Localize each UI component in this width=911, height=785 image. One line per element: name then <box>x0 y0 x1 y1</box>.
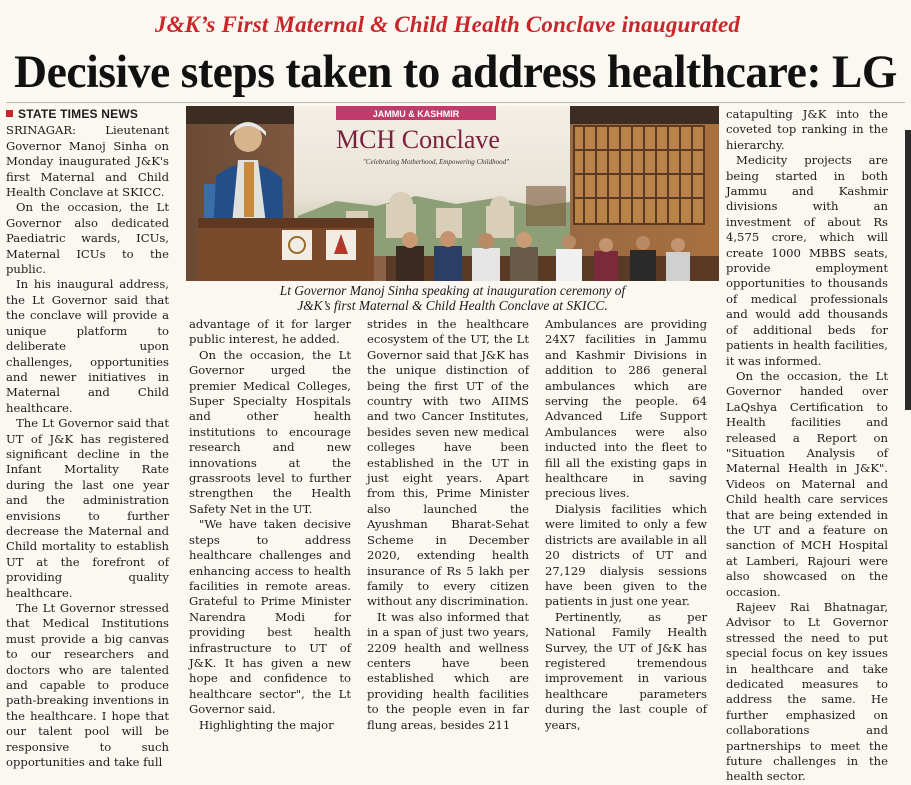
paragraph: The Lt Governor said that UT of J&K has registered significant decline in the Infant Mortality Rate during the last one year and the administration envisions to further decrease the Maternal and Child mortality to establish UT at the forefront of providing quality healthcare. <box>6 416 169 600</box>
column-1 <box>6 107 169 770</box>
paragraph: Medicity projects are being started in both Jammu and Kashmir divisions with an investment of about Rs 4,575 crore, which will create 1000 MBBS seats, provide employment opportunities to thousands of medical professionals and would add thousands of additional beds for patients in health facilities, it was informed. <box>726 153 888 368</box>
banner-tagline-text: "Celebrating Motherhood, Empowering Childhood" <box>362 158 510 166</box>
paragraph: Dialysis facilities which were limited to only a few districts are available in all 20 districts of UT and 27,129 dialysis sessions have been given to the patients in just one year. <box>545 501 707 609</box>
paragraph: Ambulances are providing 24X7 facilities in Jammu and Kashmir Divisions in addition to 286 general ambulances which are serving the people. 64 Advanced Life Support Ambulances were also inducted into the fleet to fill all the existing gaps in healthcare in saving precious lives. <box>545 317 707 501</box>
paragraph: The Lt Governor stressed that Medical Institutions must provide a big canvas to our researchers and doctors who are talented and capable to produce path-breaking inventions in the healthcare. I hope that our talent pool will be responsive to such opportunities and take full <box>6 601 169 770</box>
photo-caption <box>186 283 719 313</box>
column-4 <box>545 317 707 733</box>
main-headline: Decisive steps taken to address healthcare: LG <box>14 46 897 98</box>
column-3 <box>367 317 529 733</box>
paragraph: Rajeev Rai Bhatnagar, Advisor to Lt Governor stressed the need to put special focus on key issues in healthcare and take dedicated measures to address the same. He further emphasized on collaborations and partnerships to meet the future challenges in the health sector. <box>726 600 888 784</box>
paragraph: catapulting J&K into the coveted top ranking in the hierarchy. <box>726 107 888 152</box>
byline-text: STATE TIMES NEWS <box>18 107 139 121</box>
paragraph: On the occasion, the Lt Governor urged the premier Medical Colleges, Super Specialty Hospitals and other health institutions to encourage research and new innovations at the grassroots level to further strengthen the Health Safety Net in the UT. <box>189 347 351 516</box>
banner-top-text: JAMMU & KASHMIR <box>372 109 460 119</box>
paragraph: It was also informed that in a span of just two years, 2209 health and wellness centers have been established which are providing health facilities to the people even in far flung areas, besides 211 <box>367 609 529 732</box>
photo-illustration <box>186 106 719 281</box>
paragraph: On the occasion, the Lt Governor also dedicated Paediatric wards, ICUs, Maternal ICUs to the public. <box>6 200 169 277</box>
header-rule <box>6 102 905 103</box>
paragraph: advantage of it for larger public interest, he added. <box>189 317 351 347</box>
column-2 <box>189 317 351 733</box>
paragraph: SRINAGAR: Lieutenant Governor Manoj Sinha on Monday inaugurated J&K's first Maternal and Child Health Conclave at SKICC. <box>6 123 169 200</box>
caption-line-2: J&K’s first Maternal & Child Health Conclave at SKICC. <box>297 298 608 313</box>
byline-square-icon <box>6 110 13 117</box>
paragraph: On the occasion, the Lt Governor handed over LaQshya Certification to Health facilities and released a Report on "Situation Analysis of Maternal Health in J&K". Videos on Maternal and Child health care services that are being extended in the UT and a feature on sanction of MCH Hospital at Lamberi, Rajouri were also showcased on the occasion. <box>726 368 888 599</box>
conclave-photo <box>186 106 719 281</box>
adjacent-page-edge <box>905 130 911 410</box>
kicker-headline: J&K’s First Maternal & Child Health Conclave inaugurated <box>154 12 741 37</box>
paragraph: In his inaugural address, the Lt Governor said that the conclave will provide a unique platform to deliberate upon challenges, opportunities and newer initiatives in Maternal and Child healthcare. <box>6 277 169 415</box>
paragraph: "We have taken decisive steps to address healthcare challenges and enhancing access to health facilities in remote areas. Grateful to Prime Minister Narendra Modi for providing best health infrastructure to UT of J&K. It has given a new hope and confidence to healthcare sector", the Lt Governor said. <box>189 517 351 717</box>
banner-title-text: MCH Conclave <box>336 125 500 154</box>
column-5 <box>726 107 888 785</box>
paragraph: Highlighting the major <box>199 717 334 732</box>
caption-line-1: Lt Governor Manoj Sinha speaking at inauguration ceremony of <box>279 283 626 298</box>
paragraph: strides in the healthcare ecosystem of the UT, the Lt Governor said that J&K has the unique distinction of being the first UT of the country with two AIIMS and two Cancer Institutes, besides seven new medical colleges have been established in the UT in just eight years. Apart from this, Prime Minister also launched the Ayushman Bharat-Sehat Scheme in December 2020, extending health insurance of Rs 5 lakh per family to every citizen without any discrimination. <box>367 317 529 609</box>
paragraph: Pertinently, as per National Family Health Survey, the UT of J&K has registered tremendous improvement in various healthcare parameters during the last couple of years, <box>545 609 707 732</box>
byline <box>6 107 169 122</box>
